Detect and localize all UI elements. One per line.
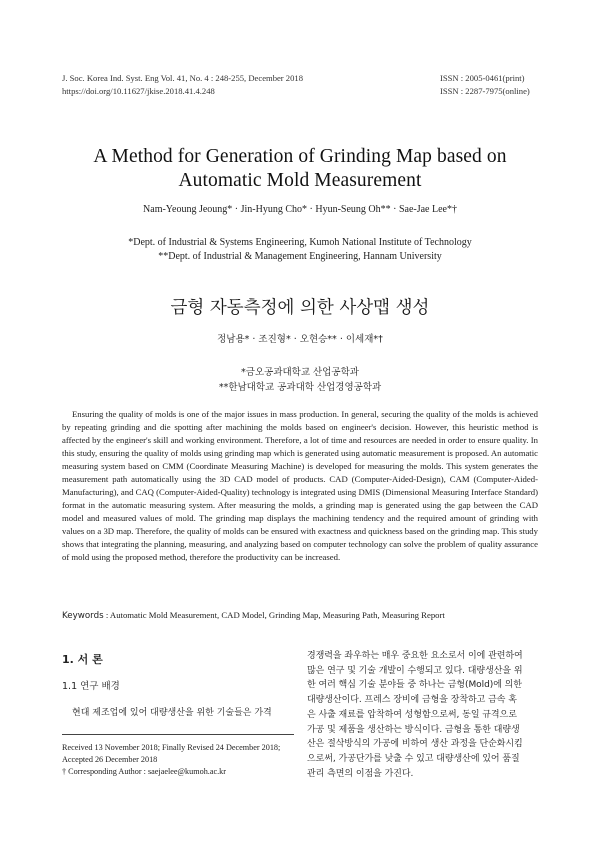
author-list: Nam-Yeoung Jeoung* · Jin-Hyung Cho* · Hyun-Seung Oh** · Sae-Jae Lee*† [143, 204, 457, 215]
footnote-accepted: Accepted 26 December 2018 [62, 755, 158, 764]
right-column-line: 경쟁력을 좌우하는 매우 중요한 요소로서 이에 관련하여 [307, 651, 523, 661]
footnotes [62, 742, 298, 778]
korean-author-list: 정남용* · 조진형* · 오현승** · 이세재*† [217, 334, 383, 345]
korean-affiliations [40, 365, 560, 395]
left-column-body: 현대 제조업에 있어 대량생산을 위한 기술들은 가격 [72, 708, 272, 718]
issn-print: ISSN : 2005-0461(print) [440, 73, 525, 83]
section-heading-introduction: 1. 서 론 [62, 653, 103, 666]
korean-affiliation-2: **한남대학교 공과대학 산업경영공학과 [218, 382, 382, 393]
paper-title [40, 145, 560, 193]
affiliation-2: **Dept. of Industrial & Management Engineering, Hannam University [158, 251, 442, 262]
footnote-corresponding-author: † Corresponding Author : saejaelee@kumoh.ac.kr [62, 767, 226, 776]
footnote-divider [62, 734, 294, 735]
right-column-line: 많은 연구 및 기술 개발이 수행되고 있다. 대량생산을 위 [307, 665, 523, 676]
korean-affiliation-1: *금오공과대학교 산업공학과 [241, 367, 359, 378]
keywords-list: : Automatic Mold Measurement, CAD Model, Grinding Map, Measuring Path, Measuring Report [105, 610, 445, 620]
issn-block [440, 72, 530, 98]
subsection-heading-background: 1.1 연구 배경 [62, 681, 120, 692]
paper-title-line-2: Automatic Mold Measurement [178, 170, 422, 191]
journal-citation: J. Soc. Korea Ind. Syst. Eng Vol. 41, No. 4 : 248-255, December 2018 [62, 73, 303, 83]
right-column-line: 가공 및 제품을 생산하는 방식이다. 금형을 통한 대량생 [307, 724, 520, 735]
right-column-line: 관리 측면의 이점을 가진다. [307, 768, 414, 779]
journal-header [62, 72, 303, 98]
doi-link[interactable]: https://doi.org/10.11627/jkise.2018.41.4.248 [62, 86, 215, 96]
abstract: Ensuring the quality of molds is one of the major issues in mass production. In general, securing the quality of the molds is achieved by repeating grinding and die spotting after machining the molds based on engineer's decision. However, this heuristic method is affected by the engineer's skill and working environment. Therefore, a lot of time and resources are needed in order to ensure quality. In this study, ensuring the quality of molds using grinding map which is generated using automatic measurement is proposed. An automatic measuring system based on CMM (Coordinate Measuring Machine) is developed for measuring the molds. This system generates the measurement path automatically using the 3D CAD model of products. CAD (Computer-Aided-Design), CAM (Computer-Aided-Manufacturing), and CAQ (Computer-Aided-Quality) technology is integrated using DMIS (Dimensional Measuring Interface Standard) format in the automatic measuring system. After measuring the molds, a grinding map is generated using the gap between the CAD model and measured values of mold. The grinding map displays the machining tendency and the required amount of grinding with values on a 3D map. Therefore, the quality of molds can be ensured with exactness and quickness based on the grinding map. This study shows that integrating the planning, measuring, and analyzing based on computer technology can solve the problem of quality assurance of mold using the proposed method, therefore the productivity can be increased. [62, 409, 538, 562]
right-column-body [307, 649, 541, 781]
right-column-line: 은 사출 재료를 압착하여 성형함으로써, 동일 규격으로 [307, 709, 517, 720]
right-column-line: 한 여러 핵심 기술 분야들 중 하나는 금형(Mold)에 의한 [307, 680, 522, 691]
keywords-line [62, 610, 538, 621]
right-column-line: 산은 절삭방식의 가공에 비하여 생산 과정을 단순화시킴 [307, 739, 523, 750]
footnote-received: Received 13 November 2018; Finally Revised 24 December 2018; [62, 743, 281, 752]
korean-title: 금형 자동측정에 의한 사상맵 생성 [170, 298, 430, 318]
issn-online: ISSN : 2287-7975(online) [440, 86, 530, 96]
right-column-line: 으로써, 가공단가를 낮출 수 있고 대량생산에 있어 품질 [307, 753, 520, 764]
keywords-label: Keywords [62, 611, 104, 621]
affiliations [40, 236, 560, 264]
paper-title-line-1: A Method for Generation of Grinding Map based on [93, 146, 507, 167]
affiliation-1: *Dept. of Industrial & Systems Engineering, Kumoh National Institute of Technology [128, 237, 472, 248]
right-column-line: 대량생산이다. 프레스 장비에 금형을 장착하고 금속 혹 [307, 695, 517, 706]
